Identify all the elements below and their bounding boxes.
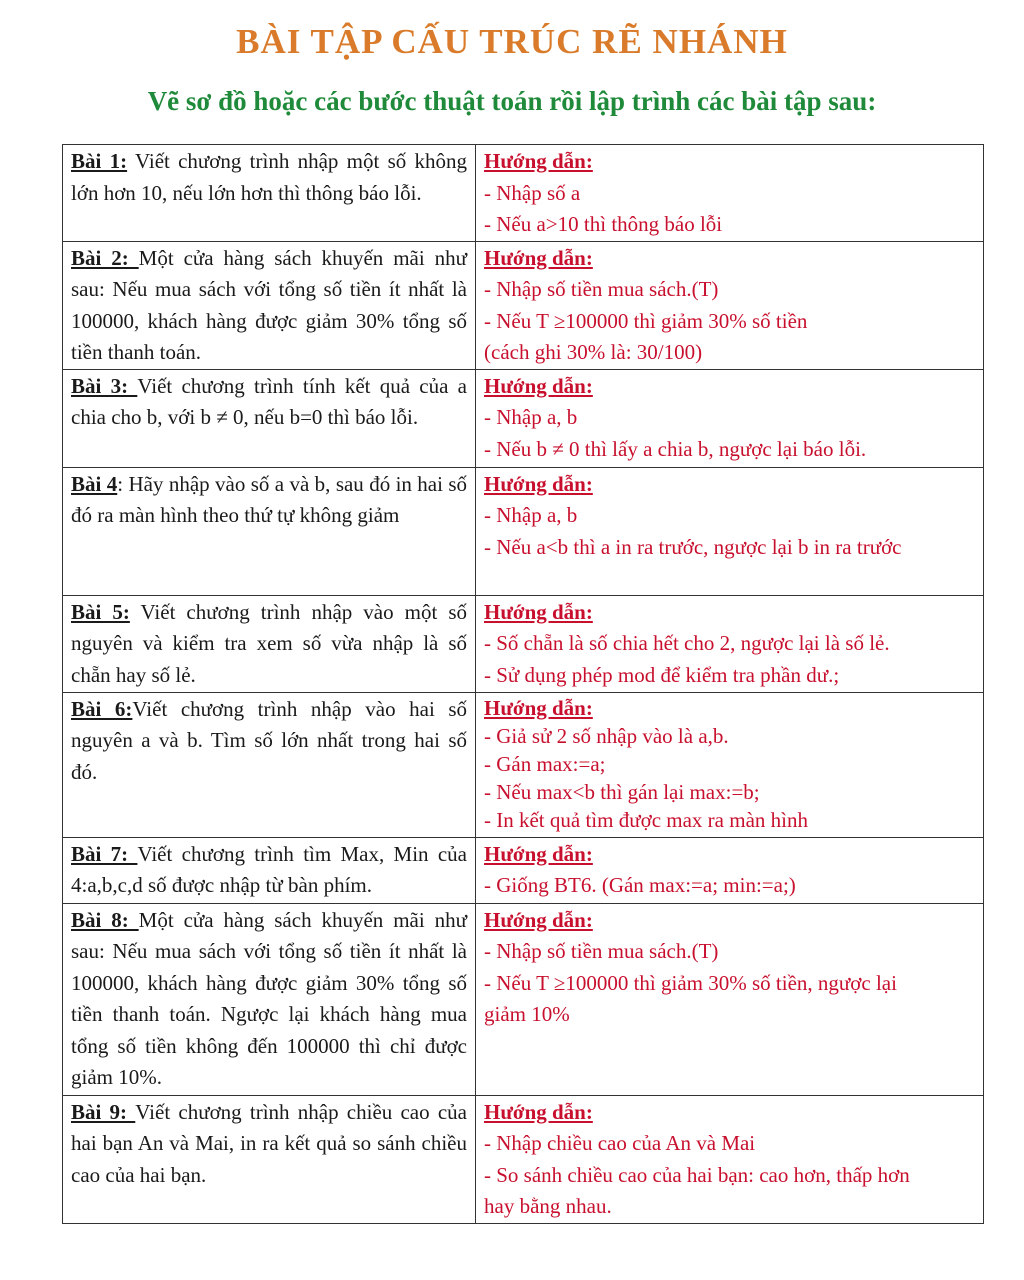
exercise-text: Viết chương trình nhập một số không lớn hơn 10, nếu lớn hơn thì thông báo lỗi. [71,149,467,205]
hint-line: - Nếu a>10 thì thông báo lỗi [484,212,723,236]
exercise-text: : Hãy nhập vào số a và b, sau đó in hai số đó ra màn hình theo thứ tự không giảm [71,471,468,527]
exercise-row [63,1095,984,1223]
exercise-cell [63,145,476,242]
exercise-text: Viết chương trình nhập vào hai số nguyên a và b. Tìm số lớn nhất trong hai số đó. [71,696,467,784]
hint-cell [476,692,984,837]
exercise-cell [63,903,476,1095]
exercise-row [63,467,984,595]
exercise-label: Bài 3: [71,373,138,398]
exercise-text: Viết chương trình tính kết quả của a chia cho b, với b ≠ 0, nếu b=0 thì báo lỗi. [71,373,467,429]
hint-heading: Hướng dẫn: [484,907,593,932]
hint-heading: Hướng dẫn: [484,599,593,624]
hint-cell [476,1095,984,1223]
hint-line: - Sử dụng phép mod để kiểm tra phần dư.; [484,662,840,687]
exercise-label: Bài 1: [71,149,128,173]
hint-line: - Nếu b ≠ 0 thì lấy a chia b, ngược lại báo lỗi. [484,436,867,461]
hint-heading: Hướng dẫn: [484,149,593,173]
exercise-row [63,692,984,837]
exercise-label: Bài 2: [71,245,139,270]
exercise-row [63,903,984,1095]
hint-line: - In kết quả tìm được max ra màn hình [484,807,808,832]
hint-cell [476,595,984,692]
hint-line: - Giống BT6. (Gán max:=a; min:=a;) [484,873,796,897]
exercise-text: Một cửa hàng sách khuyến mãi như sau: Nếu mua sách với tổng số tiền ít nhất là 100000, khách hàng được giảm 30% tổng số tiền thanh toán. Ngược lại khách hàng mua tổng số tiền không đến 100000 thì chỉ được giảm 10%. [71,907,468,1089]
exercise-text: Viết chương trình nhập vào một số nguyên và kiểm tra xem số vừa nhập là số chẵn hay số lẻ. [71,599,467,687]
hint-heading: Hướng dẫn: [484,373,593,398]
exercise-row [63,241,984,369]
exercise-label: Bài 9: [71,1099,136,1124]
hint-cell [476,837,984,903]
hint-cell [476,241,984,369]
exercise-cell [63,595,476,692]
exercise-row [63,145,984,242]
hint-cell [476,369,984,467]
hint-line: - Số chẵn là số chia hết cho 2, ngược lại là số lẻ. [484,631,890,655]
hint-line: - Nhập a, b [484,405,578,429]
hint-line: - Nếu a<b thì a in ra trước, ngược lại b in ra trước [484,534,902,559]
page-subtitle: Vẽ sơ đồ hoặc các bước thuật toán rồi lập trình các bài tập sau: [147,86,877,116]
exercise-cell [63,1095,476,1223]
hint-line: - Gán max:=a; [484,751,606,776]
hint-heading: Hướng dẫn: [484,245,593,270]
hint-line: giảm 10% [484,1002,570,1026]
page-title: BÀI TẬP CẤU TRÚC RẼ NHÁNH [236,22,788,61]
hint-line: - Nhập số tiền mua sách.(T) [484,939,719,963]
hint-line: - Giả sử 2 số nhập vào là a,b. [484,723,729,748]
hint-line: hay bằng nhau. [484,1194,612,1218]
exercise-row [63,837,984,903]
hint-line: - Nhập chiều cao của An và Mai [484,1131,756,1155]
exercise-cell [63,692,476,837]
exercise-text: Viết chương trình nhập chiều cao của hai bạn An và Mai, in ra kết quả so sánh chiều cao của hai bạn. [71,1099,467,1187]
hint-line: - Nếu max<b thì gán lại max:=b; [484,779,760,804]
hint-line: (cách ghi 30% là: 30/100) [484,340,703,364]
hint-line: - Nhập số a [484,180,581,205]
hint-cell [476,467,984,595]
exercise-cell [63,369,476,467]
hint-line: - Nhập a, b [484,503,578,527]
hint-heading: Hướng dẫn: [484,695,593,720]
hint-line: - Nếu T ≥100000 thì giảm 30% số tiền [484,308,808,333]
exercise-text: Một cửa hàng sách khuyến mãi như sau: Nếu mua sách với tổng số tiền ít nhất là 100000, khách hàng được giảm 30% tổng số tiền thanh toán. [71,245,468,364]
hint-cell [476,903,984,1095]
exercise-label: Bài 7: [71,841,138,866]
exercise-cell [63,241,476,369]
exercise-label: Bài 4 [71,471,118,496]
exercise-table [62,144,984,1224]
exercise-cell [63,837,476,903]
hint-line: - Nếu T ≥100000 thì giảm 30% số tiền, ngược lại [484,970,897,995]
hint-heading: Hướng dẫn: [484,841,593,866]
hint-heading: Hướng dẫn: [484,471,593,496]
hint-heading: Hướng dẫn: [484,1099,593,1124]
exercise-cell [63,467,476,595]
exercise-row [63,369,984,467]
hint-line: - So sánh chiều cao của hai bạn: cao hơn, thấp hơn [484,1162,910,1187]
exercise-label: Bài 8: [71,907,139,932]
exercise-row [63,595,984,692]
exercise-label: Bài 5: [71,599,130,624]
hint-cell [476,145,984,242]
exercise-label: Bài 6: [71,696,133,721]
hint-line: - Nhập số tiền mua sách.(T) [484,277,719,301]
exercise-text: Viết chương trình tìm Max, Min của 4:a,b,c,d số được nhập từ bàn phím. [71,841,467,897]
